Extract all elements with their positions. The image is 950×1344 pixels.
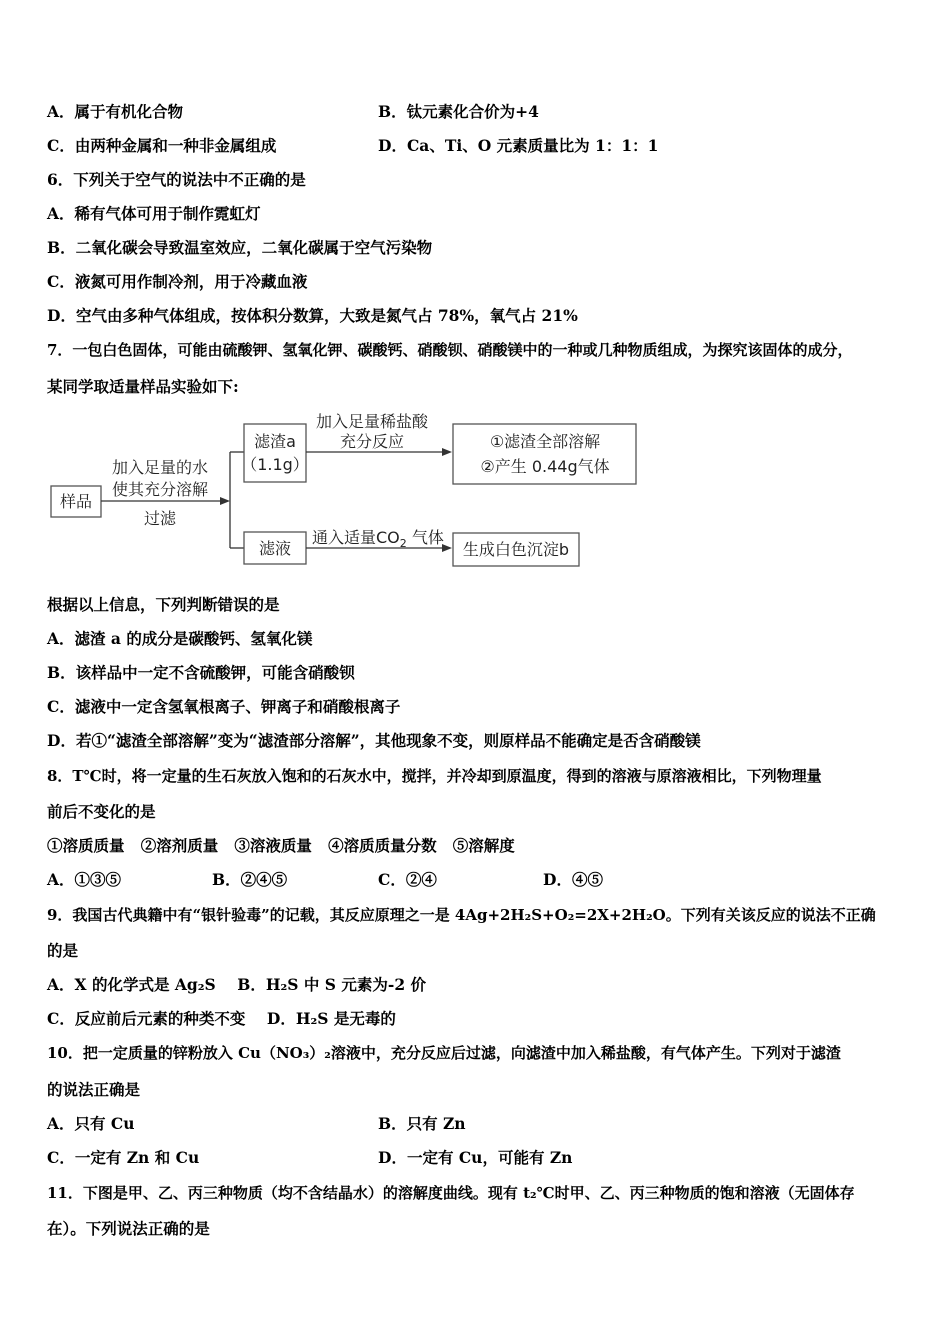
acid-line1: 加入足量稀盐酸 xyxy=(315,412,429,431)
q9-stem-2: 的是 xyxy=(47,941,79,960)
q7-question: 根据以上信息，下列判断错误的是 xyxy=(47,595,280,614)
arrow-head-acid xyxy=(442,448,452,456)
result1-line1: ①滤渣全部溶解 xyxy=(489,432,601,451)
q8-items: ①溶质质量 ②溶剂质量 ③溶液质量 ④溶质质量分数 ⑤溶解度 xyxy=(47,836,515,855)
q6-option-a: A．稀有气体可用于制作霓虹灯 xyxy=(47,204,261,223)
q7-option-c: C．滤液中一定含氢氧根离子、钾离子和硝酸根离子 xyxy=(47,697,401,716)
q10-option-a: A．只有 Cu xyxy=(47,1114,135,1133)
step1-line2: 使其充分溶解 xyxy=(111,480,209,499)
q6-option-c: C．液氮可用作制冷剂，用于冷藏血液 xyxy=(47,272,308,291)
sample-label: 样品 xyxy=(59,492,93,511)
q9-options-cd: C．反应前后元素的种类不变 D．H₂S 是无毒的 xyxy=(47,1009,396,1028)
co2-prefix: 通入适量CO xyxy=(312,528,400,547)
q11-stem-1: 11．下图是甲、乙、丙三种物质（均不含结晶水）的溶解度曲线。现有 t₂℃时甲、乙、丙三种物质的饱和溶液（无固体存 xyxy=(47,1184,855,1202)
residue-label: 滤渣a xyxy=(254,432,296,451)
q10-stem-1: 10．把一定质量的锌粉放入 Cu（NO₃）₂溶液中，充分反应后过滤，向滤渣中加入稀盐酸，有气体产生。下列对于滤渣 xyxy=(47,1044,841,1062)
acid-line2: 充分反应 xyxy=(339,432,405,451)
q6-option-d: D．空气由多种气体组成，按体积分数算，大致是氮气占 78%，氧气占 21% xyxy=(47,306,578,325)
q7-option-b: B．该样品中一定不含硫酸钾，可能含硝酸钡 xyxy=(47,663,355,682)
co2-sub: 2 xyxy=(399,537,407,550)
co2-label xyxy=(312,528,444,550)
filtrate-label: 滤液 xyxy=(258,539,292,558)
q5-option-b: B．钛元素化合价为+4 xyxy=(378,102,539,121)
q8-stem-2: 前后不变化的是 xyxy=(47,802,156,821)
q8-option-a: A．①③⑤ xyxy=(47,870,122,889)
q9-options-ab: A．X 的化学式是 Ag₂S B．H₂S 中 S 元素为-2 价 xyxy=(47,975,427,994)
q10-option-b: B．只有 Zn xyxy=(378,1114,466,1133)
q8-option-b: B．②④⑤ xyxy=(212,870,288,889)
q10-stem-2: 的说法正确是 xyxy=(47,1080,141,1099)
q6-option-b: B．二氧化碳会导致温室效应，二氧化碳属于空气污染物 xyxy=(47,238,433,257)
q7-option-d: D．若①“滤渣全部溶解”变为“滤渣部分溶解”，其他现象不变，则原样品不能确定是否含硝酸镁 xyxy=(47,731,701,750)
q7-stem-1: 7．一包白色固体，可能由硫酸钾、氢氧化钾、碳酸钙、硝酸钡、硝酸镁中的一种或几种物质组成，为探究该固体的成分， xyxy=(47,341,853,359)
q8-option-d: D．④⑤ xyxy=(543,870,603,889)
residue-mass: （1.1g） xyxy=(241,455,309,474)
q7-option-a: A．滤渣 a 的成分是碳酸钙、氢氧化镁 xyxy=(47,629,313,648)
q11-stem-2: 在）。下列说法正确的是 xyxy=(47,1219,210,1238)
result2-label: 生成白色沉淀b xyxy=(462,540,570,559)
q6-stem: 6．下列关于空气的说法中不正确的是 xyxy=(47,170,306,189)
step1-line3: 过滤 xyxy=(143,509,177,528)
q9-stem-1: 9．我国古代典籍中有“银针验毒”的记载，其反应原理之一是 4Ag+2H₂S+O₂=2X+2H₂O。下列有关该反应的说法不正确 xyxy=(47,906,876,924)
co2-suffix: 气体 xyxy=(406,528,444,547)
q5-option-d: D．Ca、Ti、O 元素质量比为 1：1：1 xyxy=(378,136,659,155)
q5-option-c: C．由两种金属和一种非金属组成 xyxy=(47,136,277,155)
q10-option-d: D．一定有 Cu，可能有 Zn xyxy=(378,1148,573,1167)
q5-option-a: A．属于有机化合物 xyxy=(47,102,184,121)
q10-option-c: C．一定有 Zn 和 Cu xyxy=(47,1148,200,1167)
q8-stem-1: 8．T℃时，将一定量的生石灰放入饱和的石灰水中，搅拌，并冷却到原温度，得到的溶液与原溶液相比，下列物理量 xyxy=(47,767,822,785)
arrow-head-sample xyxy=(220,497,230,505)
q8-option-c: C．②④ xyxy=(378,870,437,889)
result1-line2: ②产生 0.44g气体 xyxy=(480,457,610,476)
q7-stem-2: 某同学取适量样品实验如下: xyxy=(47,377,239,396)
step1-line1: 加入足量的水 xyxy=(111,458,209,477)
